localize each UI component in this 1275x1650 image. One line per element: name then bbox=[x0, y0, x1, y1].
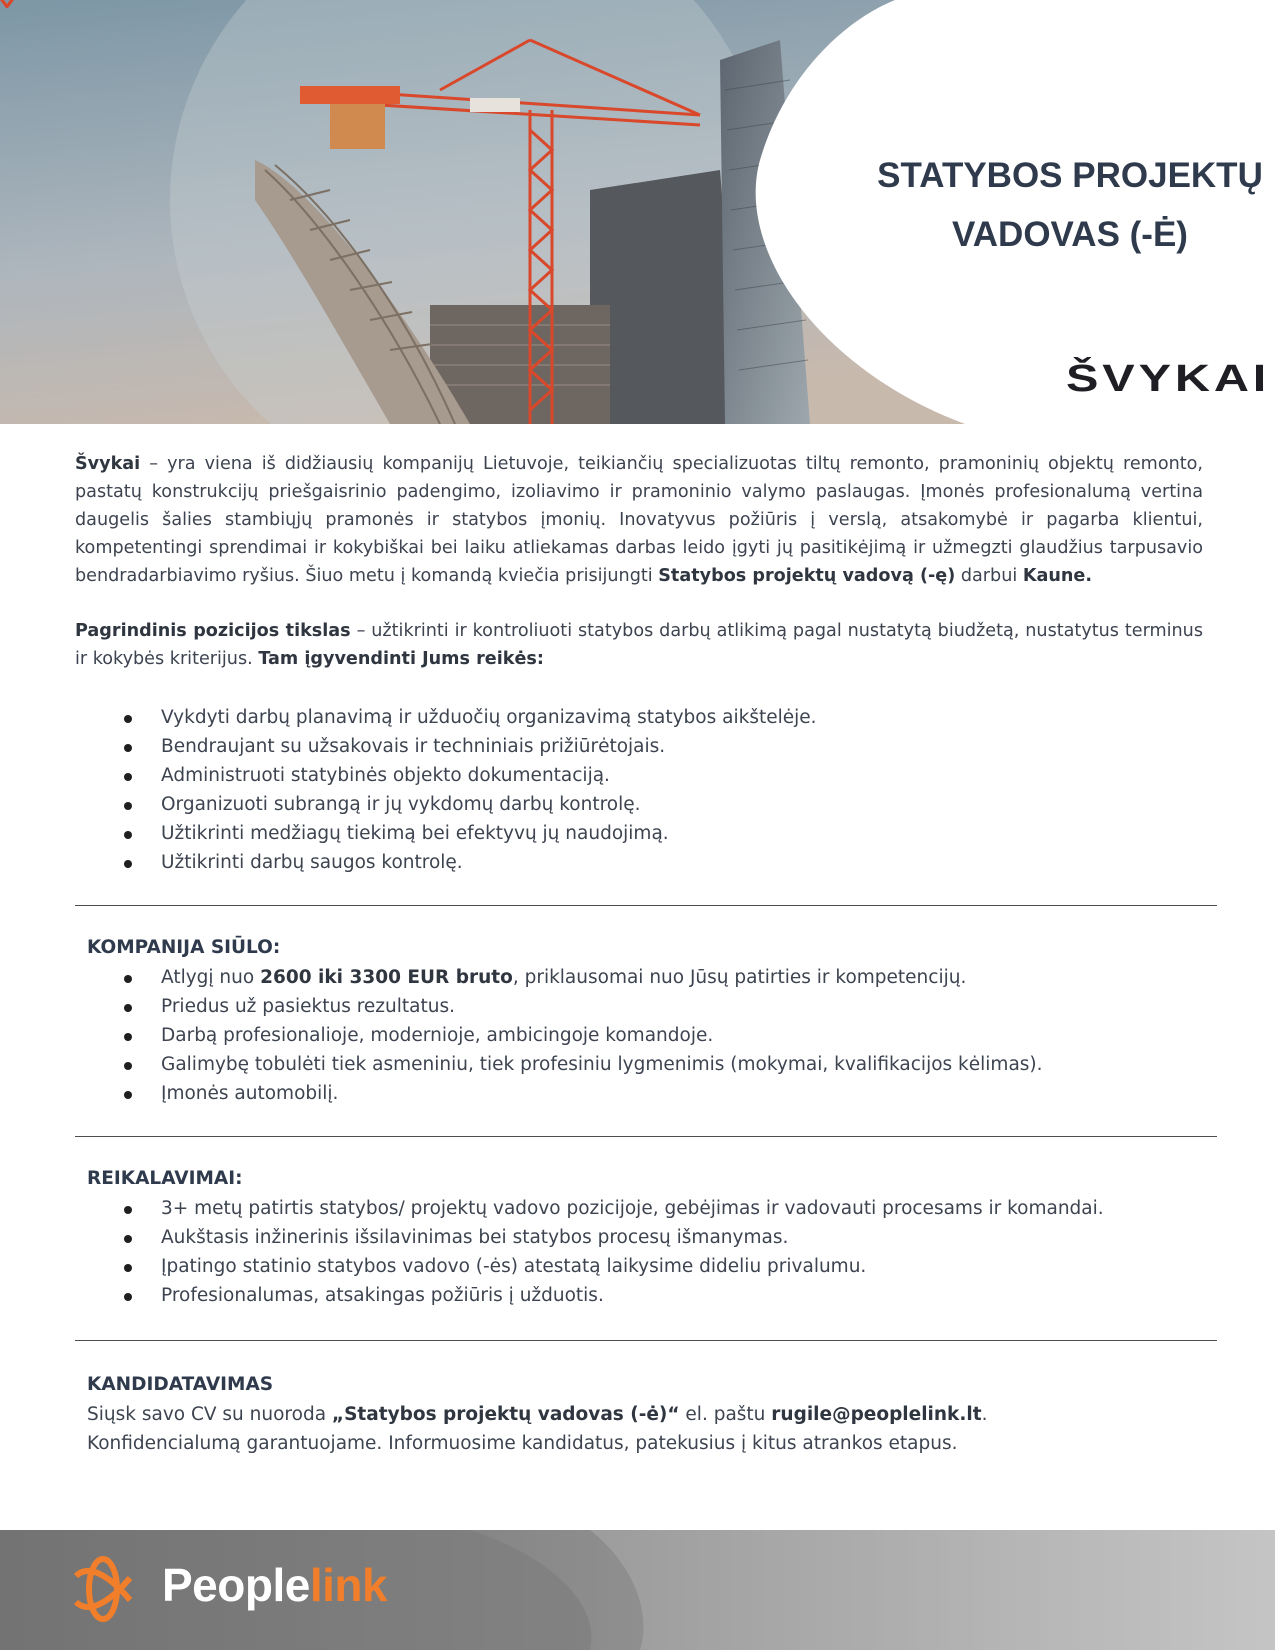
offer-heading: KOMPANIJA SIŪLO: bbox=[87, 937, 281, 958]
position-name: Statybos projektų vadovą (-ę) bbox=[658, 566, 956, 586]
bullet-icon bbox=[124, 773, 132, 781]
job-title-line-2: VADOVAS (-Ė) bbox=[952, 215, 1188, 254]
goal-lead: Tam įgyvendinti Jums reikės: bbox=[258, 649, 544, 669]
requirements-heading: REIKALAVIMAI: bbox=[87, 1168, 243, 1189]
divider bbox=[75, 905, 1217, 906]
email-link[interactable]: rugile@peoplelink.lt bbox=[771, 1404, 982, 1425]
peoplelink-logo-text: Peoplelink bbox=[162, 1559, 388, 1611]
list-item: Aukštasis inžinerinis išsilavinimas bei statybos procesų išmanymas. bbox=[118, 1223, 1218, 1252]
bullet-icon bbox=[124, 744, 132, 752]
apply-reference: „Statybos projektų vadovas (-ė)“ bbox=[331, 1404, 680, 1425]
list-item: Organizuoti subrangą ir jų vykdomų darbų kontrolę. bbox=[118, 790, 1218, 819]
apply-line-1: Siųsk savo CV su nuoroda „Statybos projektų vadovas (-ė)“ el. paštu rugile@peoplelink.lt. bbox=[87, 1404, 988, 1425]
list-item: Bendraujant su užsakovais ir techniniais prižiūrėtojais. bbox=[118, 732, 1218, 761]
list-item: 3+ metų patirtis statybos/ projektų vadovo pozicijoje, gebėjimas ir vadovauti procesams ir komandai. bbox=[118, 1194, 1218, 1223]
city-name: Kaune. bbox=[1022, 566, 1093, 586]
list-item: Vykdyti darbų planavimą ir užduočių organizavimą statybos aikštelėje. bbox=[118, 703, 1218, 732]
offer-list bbox=[118, 963, 1218, 1108]
apply-line-2: Konfidencialumą garantuojame. Informuosime kandidatus, patekusius į kitus atrankos etapus. bbox=[87, 1433, 958, 1454]
list-item: Administruoti statybinės objekto dokumentaciją. bbox=[118, 761, 1218, 790]
job-title bbox=[870, 146, 1270, 264]
goal-text: – užtikrinti ir kontroliuoti statybos darbų atlikimą pagal nustatytą biudžetą, nustatytus terminus ir kokybės kriterijus. bbox=[75, 621, 1203, 669]
position-goal bbox=[75, 617, 1203, 673]
header-banner bbox=[0, 0, 1275, 424]
job-title-line-1: STATYBOS PROJEKTŲ bbox=[877, 156, 1263, 195]
divider bbox=[75, 1136, 1217, 1137]
list-item: Profesionalumas, atsakingas požiūris į užduotis. bbox=[118, 1281, 1218, 1310]
list-item: Įpatingo statinio statybos vadovo (-ės) atestatą laikysime dideliu privalumu. bbox=[118, 1252, 1218, 1281]
bullet-icon bbox=[124, 1206, 132, 1214]
bullet-icon bbox=[124, 715, 132, 723]
bullet-icon bbox=[124, 802, 132, 810]
logo-caron-mark bbox=[0, 0, 14, 9]
list-item: Įmonės automobilį. bbox=[118, 1079, 1218, 1108]
requirements-list bbox=[118, 1194, 1218, 1310]
bullet-icon bbox=[124, 975, 132, 983]
peoplelink-logo-icon bbox=[68, 1554, 138, 1624]
list-item: Užtikrinti medžiagų tiekimą bei efektyvų jų naudojimą. bbox=[118, 819, 1218, 848]
apply-heading: KANDIDATAVIMAS bbox=[87, 1374, 274, 1395]
company-intro bbox=[75, 450, 1203, 590]
intro-text: – yra viena iš didžiausių kompanijų Lietuvoje, teikiančių specializuotas tiltų remonto, pramoninių objektų remonto, pastatų konstrukcijų priešgaisrinio padengimo, izoliavimo ir pramoninio valymo paslaugas. Įmonės profesionalumą vertina daugelis šalies stambiųjų pramonės ir statybos įmonių. Inovatyvus požiūris į verslą, atsakomybė ir pagarba klientui, kompetentingi sprendimai ir kokybiškai bei laiku atliekamas darbas leido įgyti jų pasitikėjimą ir užmegzti glaudžius tarpusavio bendradarbiavimo ryšius. Šiuo metu į komandą kviečia prisijungti bbox=[75, 454, 1203, 586]
list-item: Užtikrinti darbų saugos kontrolę. bbox=[118, 848, 1218, 877]
list-item: Galimybę tobulėti tiek asmeniniu, tiek profesiniu lygmenimis (mokymai, kvalifikacijos kėlimas). bbox=[118, 1050, 1218, 1079]
bullet-icon bbox=[124, 1293, 132, 1301]
bullet-icon bbox=[124, 1091, 132, 1099]
bullet-icon bbox=[124, 1033, 132, 1041]
list-item: Priedus už pasiektus rezultatus. bbox=[118, 992, 1218, 1021]
company-name: Švykai bbox=[75, 454, 141, 474]
salary-amount: 2600 iki 3300 EUR bruto bbox=[260, 967, 513, 988]
bullet-icon bbox=[124, 1004, 132, 1012]
divider bbox=[75, 1340, 1217, 1341]
apply-info bbox=[87, 1400, 987, 1458]
bullet-icon bbox=[124, 1264, 132, 1272]
bullet-icon bbox=[124, 1235, 132, 1243]
company-logo: ŠVYKAI bbox=[1066, 358, 1271, 400]
bullet-icon bbox=[124, 860, 132, 868]
goal-label: Pagrindinis pozicijos tikslas bbox=[75, 621, 351, 641]
list-item: Atlygį nuo 2600 iki 3300 EUR bruto, priklausomai nuo Jūsų patirties ir kompetencijų. bbox=[118, 963, 1218, 992]
bullet-icon bbox=[124, 831, 132, 839]
duties-list bbox=[118, 703, 1218, 877]
list-item: Darbą profesionalioje, modernioje, ambicingoje komandoje. bbox=[118, 1021, 1218, 1050]
intro-text-2: darbui bbox=[955, 566, 1023, 586]
footer-banner bbox=[0, 1530, 1275, 1650]
bullet-icon bbox=[124, 1062, 132, 1070]
